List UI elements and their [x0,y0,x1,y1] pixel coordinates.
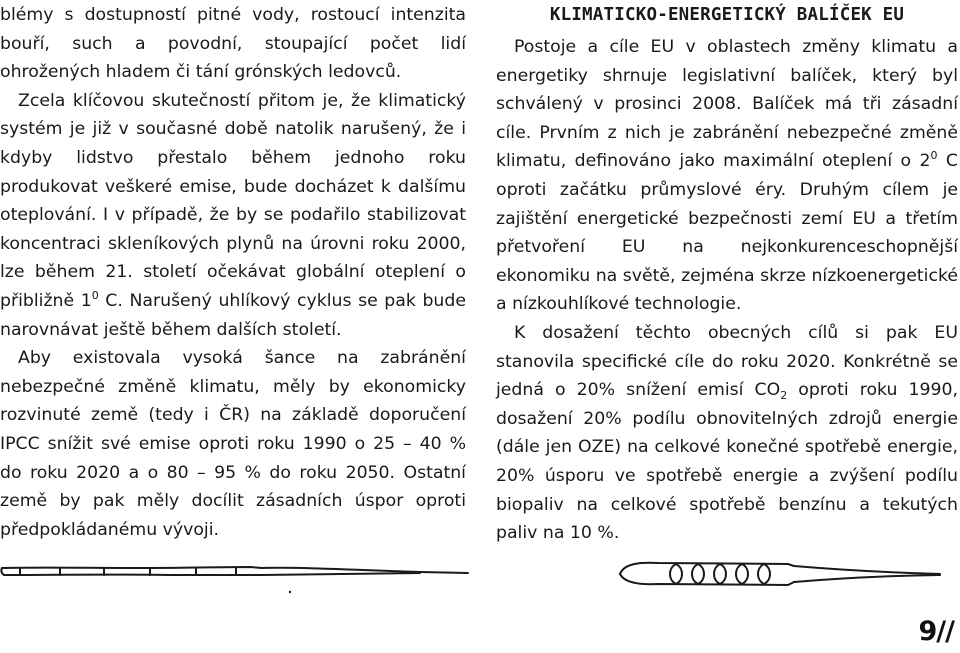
right-paragraph-2-text-b: oproti roku 1990, dosažení 20% podílu obnovitelných zdrojů energie (dále jen OZE) na celkové konečné spotřebě energie, 20% úsporu ve spotřebě energie a zvýšení podílu biopaliv na celkové spotřebě benzínu a tekutých paliv na 10 %. [496,380,958,544]
left-column [0,1,466,544]
left-paragraph-2-text-b: C. Narušený uhlíkový cyklus se pak bude narovnávat ještě během dalších století. [0,290,466,340]
left-paragraph-2-text-a: Zcela klíčovou skutečností přitom je, že klimatický systém je již v současné době natolik narušený, že i kdyby lidstvo přestalo během jednoho roku produkovat veškeré emise, bude docházet k dalšímu oteplování. I v případě, že by se podařilo stabilizovat koncentraci skleníkových plynů na úrovni roku 2000, lze během 21. století očekávat globální oteplení o přibližně 1 [0,90,466,311]
right-paragraph-1-text-a: Postoje a cíle EU v oblastech změny klimatu a energetiky shrnuje legislativní balíček, který byl schválený v prosinci 2008. Balíček má tři zásadní cíle. Prvním z nich je zabránění nebezpečné změně klimatu, definováno jako maximální oteplení o 2 [496,37,958,172]
right-paragraph-2-text-a: K dosažení těchto obecných cílů si pak EU stanovila specifické cíle do roku 2020. Konkrétně se jedná o 20% snížení emisí CO [496,322,958,401]
left-paragraph-3: Aby existovala vysoká šance na zabránění nebezpečné změně klimatu, měly by ekonomicky rozvinuté země (tedy i ČR) na základě doporučení IPCC snížit své emise oproti roku 1990 o 25 – 40 % do roku 2020 a o 80 – 95 % do roku 2050. Ostatní země by pak měly docílit zásadních úspor oproti předpokládanému vývoji. [0,348,466,540]
page-number: 9// [918,616,954,647]
co2-subscript: 2 [780,389,788,403]
right-paragraph-1 [496,33,958,319]
right-column [496,1,958,548]
left-paragraph-2 [0,87,466,344]
right-paragraph-2 [496,319,958,548]
pencil-doodle-right-icon [618,554,943,594]
right-paragraph-1-text-b: C oproti začátku průmyslové éry. Druhým cílem je zajištění energetické bezpečnosti zemí EU a třetím přetvoření EU na nejkonkurenceschopnější ekonomiku na světě, zejména skrze nízkoenergetické a nízkouhlíkové technologie. [496,151,959,315]
degree-superscript: 0 [930,149,938,163]
left-paragraph-1: blémy s dostupností pitné vody, rostoucí intenzita bouří, such a povodní, stoupající počet lidí ohrožených hladem či tání grónských ledovců. [0,5,466,83]
pencil-doodle-left-icon [0,554,470,594]
degree-superscript: 0 [91,288,99,302]
section-heading: KLIMATICKO-ENERGETICKÝ BALÍČEK EU [549,5,905,25]
